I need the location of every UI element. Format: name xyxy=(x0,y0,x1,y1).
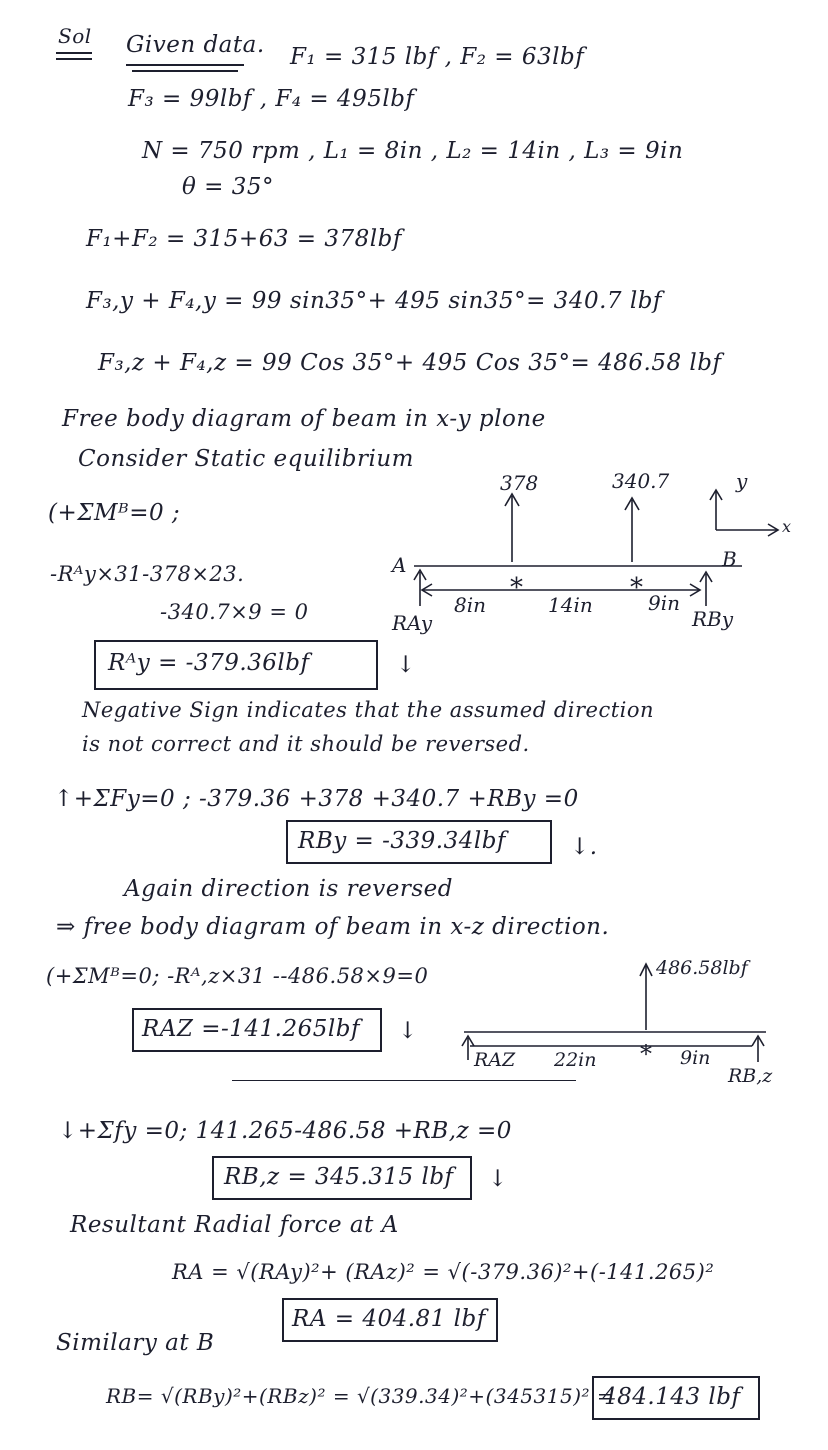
given-line-4: θ = 35° xyxy=(182,174,275,200)
xz-title: ⇒ free body diagram of beam in x-z direction. xyxy=(56,914,610,940)
again-reversed: Again direction is reversed xyxy=(124,876,453,902)
ra-formula: RA = √(RAy)²+ (RAz)² = √(-379.36)²+(-141.265)² xyxy=(172,1260,715,1284)
raz-result: RAZ =-141.265lbf xyxy=(142,1016,360,1042)
xy-title-1: Free body diagram of beam in x-y plone xyxy=(62,406,546,432)
end-label-b: B xyxy=(722,547,737,571)
rbz-result: RB,z = 345.315 lbf xyxy=(224,1164,454,1190)
reaction-label-raz: RAZ xyxy=(474,1049,516,1071)
rby-direction-arrow: ↓. xyxy=(570,834,598,860)
rbz-direction-arrow: ↓ xyxy=(488,1166,508,1192)
raz-direction-arrow: ↓ xyxy=(398,1018,418,1044)
segment-14in: 14in xyxy=(548,593,593,617)
segment-8in: 8in xyxy=(454,593,487,617)
note-line-1: Negative Sign indicates that the assumed direction xyxy=(82,698,655,722)
resultant-title: Resultant Radial force at A xyxy=(70,1212,399,1238)
xy-title-2: Consider Static equilibrium xyxy=(78,446,414,472)
reaction-label-rby: RBy xyxy=(692,607,734,631)
ra-result: RA = 404.81 lbf xyxy=(292,1306,486,1332)
given-line-2: F₃ = 99lbf , F₄ = 495lbf xyxy=(128,86,415,112)
axis-label-y: y xyxy=(736,469,748,493)
xy-calc-2: -340.7×9 = 0 xyxy=(160,600,309,624)
load-label-486: 486.58lbf xyxy=(656,957,748,979)
ray-direction-arrow: ↓ xyxy=(396,652,416,678)
given-line-3: N = 750 rpm , L₁ = 8in , L₂ = 14in , L₃ = 9in xyxy=(142,138,684,164)
fy-sum: F₃,y + F₄,y = 99 sin35°+ 495 sin35°= 340.7 lbf xyxy=(86,288,662,314)
reaction-label-rbz: RB,z xyxy=(728,1065,773,1087)
segment-22in: 22in xyxy=(554,1049,597,1071)
xy-moment-eq: (+ΣMᴮ=0 ; xyxy=(48,500,181,526)
ray-result: Rᴬy = -379.36lbf xyxy=(108,650,310,676)
segment-9in: 9in xyxy=(648,591,681,615)
load-label-340: 340.7 xyxy=(612,469,670,493)
load-label-378: 378 xyxy=(500,471,539,495)
marker-star-2: * xyxy=(630,573,643,603)
rby-result: RBy = -339.34lbf xyxy=(298,828,506,854)
fz-sum: F₃,z + F₄,z = 99 Cos 35°+ 495 Cos 35°= 486.58 lbf xyxy=(98,350,722,376)
given-data-label: Given data. xyxy=(126,32,265,58)
given-line-1: F₁ = 315 lbf , F₂ = 63lbf xyxy=(290,44,585,70)
sol-label: Sol xyxy=(58,24,92,48)
xz-moment-eq: (+ΣMᴮ=0; -Rᴬ,z×31 --486.58×9=0 xyxy=(46,964,429,988)
f12-sum: F₁+F₂ = 315+63 = 378lbf xyxy=(86,226,402,252)
segment-9in-xz: 9in xyxy=(680,1047,711,1069)
z-sum-eq: ↓+Σfy =0; 141.265-486.58 +RB,z =0 xyxy=(58,1118,512,1144)
axis-label-x: x xyxy=(782,517,792,536)
end-label-a: A xyxy=(392,553,407,577)
rb-formula: RB= √(RBy)²+(RBz)² = √(339.34)²+(345315)² = xyxy=(106,1384,615,1408)
fy-equilibrium: ↑+ΣFy=0 ; -379.36 +378 +340.7 +RBy =0 xyxy=(54,786,579,812)
marker-star-3: * xyxy=(640,1040,652,1068)
similar-at-b: Similary at B xyxy=(56,1330,215,1356)
marker-star-1: * xyxy=(510,573,523,603)
note-line-2: is not correct and it should be reversed. xyxy=(82,732,530,756)
xy-calc-1: -Rᴬy×31-378×23. xyxy=(50,562,245,586)
rb-result: 484.143 lbf xyxy=(602,1384,741,1410)
reaction-label-ray: RAy xyxy=(392,611,432,635)
